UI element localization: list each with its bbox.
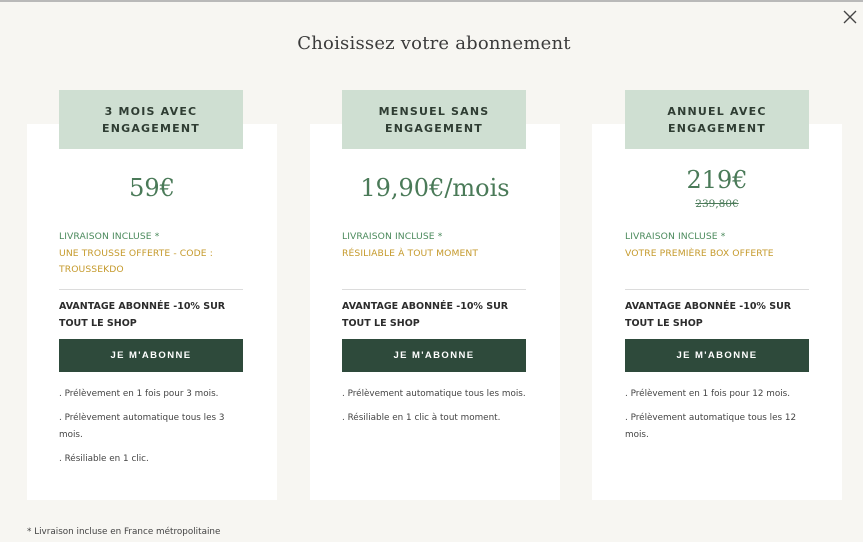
subscribe-button[interactable]: JE M'ABONNE [59, 339, 243, 372]
note: . Prélèvement en 1 fois pour 12 mois. [625, 389, 791, 399]
plan-notes [59, 386, 243, 475]
note: . Résiliable en 1 clic. [59, 453, 149, 464]
note: . Résiliable en 1 clic à tout moment. [342, 413, 501, 423]
close-button[interactable] [842, 9, 858, 25]
plan-features [342, 229, 532, 262]
note: . Prélèvement automatique tous les mois. [342, 389, 526, 399]
plan-old-price: 239,80€ [695, 198, 739, 210]
delivery-text: LIVRAISON INCLUSE * [625, 231, 726, 242]
advantage-text: AVANTAGE ABONNÉE -10% SUR TOUT LE SHOP [625, 301, 792, 329]
plan-badge-line: ENGAGEMENT [102, 121, 200, 135]
offer-text: UNE TROUSSE OFFERTE - CODE : [59, 247, 213, 259]
note: . Prélèvement automatique tous les 12 mois. [625, 413, 797, 440]
delivery-text: LIVRAISON INCLUSE * [59, 231, 160, 242]
plan-badge-line: ANNUEL AVEC [667, 104, 767, 118]
advantage-text: AVANTAGE ABONNÉE -10% SUR TOUT LE SHOP [342, 301, 509, 329]
plan-badge-line: ENGAGEMENT [385, 121, 483, 135]
plan-badge [59, 90, 243, 149]
modal-title: Choisissez votre abonnement [297, 33, 571, 54]
delivery-text: LIVRAISON INCLUSE * [342, 231, 443, 242]
divider [625, 289, 809, 290]
divider [342, 289, 526, 290]
close-icon [842, 9, 858, 25]
top-divider [0, 0, 863, 2]
note: . Prélèvement en 1 fois pour 3 mois. [59, 389, 219, 399]
plan-badge-line: 3 MOIS AVEC [104, 104, 198, 118]
footnote: * Livraison incluse en France métropolitaine [27, 527, 221, 537]
plan-price: 59€ [129, 174, 175, 202]
subscribe-button[interactable]: JE M'ABONNE [625, 339, 809, 372]
subscribe-button[interactable]: JE M'ABONNE [342, 339, 526, 372]
plan-notes [625, 386, 809, 451]
plan-badge [342, 90, 526, 149]
plan-badge-line: MENSUEL SANS [378, 104, 490, 118]
advantage-text: AVANTAGE ABONNÉE -10% SUR TOUT LE SHOP [59, 301, 226, 329]
note: . Prélèvement automatique tous les 3 mois. [59, 413, 225, 440]
offer-text: TROUSSEKDO [59, 264, 124, 275]
plan-features [625, 229, 815, 262]
offer-text: VOTRE PREMIÈRE BOX OFFERTE [625, 247, 774, 259]
plan-price: 219€ [686, 166, 748, 194]
plan-badge-line: ENGAGEMENT [668, 121, 766, 135]
offer-text: RÉSILIABLE À TOUT MOMENT [342, 247, 479, 259]
plan-price: 19,90€/mois [360, 174, 510, 202]
plan-features [59, 229, 249, 279]
plan-notes [342, 386, 526, 434]
divider [59, 289, 243, 290]
plan-badge [625, 90, 809, 149]
